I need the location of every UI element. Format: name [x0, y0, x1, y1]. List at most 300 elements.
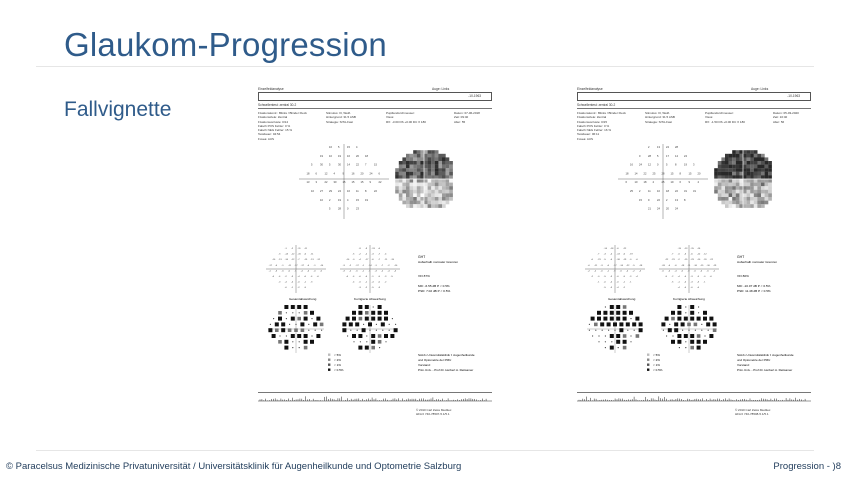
gray-cell	[438, 204, 442, 208]
threshold-value: 20	[360, 172, 364, 176]
deviation-value: -19	[629, 253, 633, 256]
gray-cell	[438, 183, 442, 187]
probability-symbol	[709, 317, 713, 321]
gray-cell	[413, 186, 417, 190]
probability-symbol	[639, 328, 643, 332]
gray-cell	[431, 168, 435, 172]
deviation-value: -2	[594, 270, 597, 273]
gray-cell	[431, 154, 435, 158]
threshold-value: 13	[306, 181, 310, 185]
deviation-value: -7	[381, 264, 384, 267]
gray-cell	[428, 161, 432, 165]
gray-cell	[732, 204, 736, 208]
probability-symbol	[299, 347, 300, 348]
probability-symbol	[629, 311, 633, 315]
deviation-value: -2	[349, 270, 352, 273]
probability-symbol	[376, 324, 377, 325]
deviation-value: -3	[384, 276, 387, 278]
deviation-value: -2	[349, 264, 352, 267]
gray-cell	[402, 179, 406, 183]
deviation-value: -1	[371, 276, 374, 278]
gray-cell	[747, 157, 751, 161]
gray-cell	[747, 175, 751, 179]
gray-cell	[743, 168, 747, 172]
gray-cell	[743, 154, 747, 158]
gray-cell	[743, 150, 747, 154]
probability-symbol	[371, 334, 375, 338]
gray-cell	[402, 161, 406, 165]
deviation-value: -13	[371, 248, 375, 250]
gray-cell	[732, 190, 736, 194]
gray-cell	[435, 190, 439, 194]
deviation-value: -18	[639, 264, 643, 267]
param: Fovea: AUS	[258, 136, 275, 141]
probability-symbol	[608, 330, 609, 331]
probability-symbol	[301, 328, 305, 332]
gray-cell	[721, 168, 725, 172]
param: Fixationskontr.: Blinks / Blinder Fleck	[258, 111, 307, 115]
gray-cell	[761, 157, 765, 161]
gray-cell	[395, 190, 399, 194]
gray-cell	[736, 150, 740, 154]
probability-symbol	[371, 346, 375, 350]
probability-symbol	[297, 334, 301, 338]
threshold-value: 19	[670, 181, 674, 185]
gray-cell	[725, 165, 729, 169]
probability-symbol	[614, 330, 615, 331]
deviation-value: -11	[288, 264, 291, 267]
gray-cell	[725, 172, 729, 176]
gray-cell	[435, 154, 439, 158]
deviation-value: -1	[703, 281, 706, 284]
gray-cell	[428, 204, 432, 208]
clinic-line: und Optometrie der PMU	[737, 358, 771, 362]
deviation-value: -19	[623, 259, 627, 262]
gray-cell	[406, 165, 410, 169]
gray-cell	[435, 186, 439, 190]
probability-symbol	[704, 335, 705, 336]
gray-cell	[765, 165, 769, 169]
gray-cell	[435, 150, 439, 154]
gray-cell	[402, 165, 406, 169]
threshold-value: 22	[324, 181, 328, 185]
md-value: MD: -10.07 dB P < 0.5%	[737, 284, 771, 288]
threshold-value: 18	[643, 181, 647, 185]
probability-symbol	[605, 335, 606, 336]
probability-symbol	[616, 317, 620, 321]
deviation-value: -0	[629, 259, 632, 262]
gray-cell	[750, 186, 754, 190]
gray-cell	[402, 201, 406, 205]
gray-cell	[442, 161, 446, 165]
gray-cell	[438, 190, 442, 194]
probability-symbol	[389, 324, 390, 325]
gray-cell	[747, 179, 751, 183]
gray-cell	[417, 157, 421, 161]
gray-cell	[406, 154, 410, 158]
gray-cell	[739, 179, 743, 183]
gray-cell	[732, 161, 736, 165]
gray-cell	[435, 157, 439, 161]
param-col-2	[326, 111, 356, 124]
gray-cell	[714, 183, 718, 187]
deviation-value: -6	[371, 259, 374, 262]
gray-cell	[768, 172, 772, 176]
deviation-value: -0	[610, 259, 613, 262]
gray-cell	[761, 201, 765, 205]
gray-cell	[736, 165, 740, 169]
gray-cell	[413, 193, 417, 197]
deviation-value: -1	[597, 281, 600, 284]
threshold-value: 16	[630, 163, 633, 167]
threshold-value: 19	[338, 198, 341, 202]
gray-cell	[399, 165, 403, 169]
gray-cell	[729, 183, 733, 187]
gray-cell	[406, 157, 410, 161]
gray-cell	[768, 179, 772, 183]
gray-cell	[431, 186, 435, 190]
probability-symbol	[299, 312, 300, 313]
deviation-value: -0	[690, 287, 693, 290]
gray-cell	[428, 183, 432, 187]
gray-cell	[446, 179, 450, 183]
probability-symbol	[355, 322, 359, 326]
gray-cell	[435, 175, 439, 179]
probability-symbol	[365, 311, 369, 315]
probability-symbol	[697, 334, 701, 338]
gray-cell	[765, 168, 769, 172]
threshold-value: 28	[661, 172, 665, 176]
deviation-value: -4	[300, 270, 303, 273]
gray-cell	[739, 190, 743, 194]
gray-cell	[424, 201, 428, 205]
gray-cell	[729, 201, 733, 205]
gray-cell	[732, 168, 736, 172]
threshold-value: 14	[675, 154, 678, 158]
gray-cell	[410, 183, 414, 187]
probability-symbol	[703, 317, 707, 321]
threshold-value: 11	[356, 190, 359, 193]
gray-cell	[754, 186, 758, 190]
deviation-value: -6	[304, 253, 306, 256]
param: Fixationsverluste: 0/15	[577, 119, 608, 124]
threshold-value: 3	[315, 181, 317, 185]
probability-symbol	[597, 311, 601, 315]
gray-cell	[750, 190, 754, 194]
gray-cell	[743, 204, 747, 208]
gray-cell	[718, 197, 722, 201]
ght-value: Außerhalb normaler Grenzen	[418, 260, 459, 264]
deviation-value: -3	[374, 270, 377, 273]
gray-cell	[765, 197, 769, 201]
probability-symbol	[284, 305, 288, 309]
gray-cell	[431, 190, 435, 194]
gray-cell	[402, 172, 406, 176]
threshold-value: 31	[693, 190, 696, 193]
probability-symbol	[363, 324, 364, 325]
deviation-value: -5	[632, 264, 635, 267]
gray-cell	[406, 175, 410, 179]
param: Strategie: SITA-Fast	[326, 119, 353, 124]
probability-symbol	[616, 311, 620, 315]
md-value: MD: -6.55 dB P < 0.5%	[418, 284, 450, 288]
deviation-value: -0	[304, 276, 306, 278]
grayscale-map	[711, 147, 775, 211]
total-probability-plot	[268, 305, 324, 353]
gray-cell	[410, 190, 414, 194]
gray-cell	[750, 201, 754, 205]
probability-symbol	[690, 340, 694, 344]
deviation-value: -15	[690, 248, 694, 250]
threshold-value: 23	[356, 207, 359, 211]
gray-cell	[399, 193, 403, 197]
probability-symbol	[292, 312, 293, 313]
deviation-value: -0	[709, 276, 712, 278]
gray-cell	[413, 157, 417, 161]
gray-cell	[732, 175, 736, 179]
gray-cell	[754, 165, 758, 169]
gray-cell	[743, 186, 747, 190]
probability-symbol	[610, 334, 614, 338]
gray-cell	[765, 179, 769, 183]
gray-cell	[750, 165, 754, 169]
gray-cell	[743, 157, 747, 161]
gray-cell	[732, 150, 736, 154]
deviation-value: -0	[352, 259, 355, 262]
footer-institution: © Paracelsus Medizinische Privatuniversität / Universitätsklinik für Augenheilkunde und Optometrie Salzburg	[6, 461, 462, 472]
probability-symbol	[311, 335, 312, 336]
gray-cell	[395, 179, 399, 183]
deviation-value: -0	[668, 264, 671, 267]
gray-cell	[765, 161, 769, 165]
deviation-value: -0	[703, 276, 706, 278]
deviation-value: -5	[681, 270, 683, 273]
gray-cell	[424, 179, 428, 183]
gray-cell	[446, 175, 450, 179]
report-type: Einzelfeldanalyse	[577, 87, 603, 91]
probability-symbol	[636, 334, 640, 338]
deviation-value: -5	[603, 287, 606, 290]
param-col-4	[773, 111, 799, 124]
probability-symbol	[378, 305, 382, 309]
gray-cell	[438, 197, 442, 201]
deviation-value: -5	[320, 270, 322, 273]
param-col-1	[258, 111, 307, 141]
deviation-value: -18	[610, 248, 614, 250]
legend-05: < 0.5%	[653, 368, 663, 372]
gray-cell	[399, 197, 403, 201]
gray-cell	[446, 183, 450, 187]
param: Stimulus: III, Weiß	[326, 111, 351, 115]
gray-cell	[714, 179, 718, 183]
gray-cell	[428, 201, 432, 205]
probability-symbol	[347, 335, 348, 336]
gray-cell	[718, 168, 722, 172]
gray-cell	[428, 165, 432, 169]
gray-cell	[750, 179, 754, 183]
gray-cell	[721, 179, 725, 183]
probability-symbol	[663, 330, 664, 331]
deviation-value: -13	[616, 253, 620, 256]
probability-symbol	[389, 330, 390, 331]
gray-cell	[428, 175, 432, 179]
gray-cell	[420, 193, 424, 197]
gray-cell	[442, 197, 446, 201]
deviation-value: -1	[291, 287, 294, 290]
gray-cell	[750, 150, 754, 154]
field-graphics	[575, 144, 813, 394]
probability-symbol	[627, 330, 628, 331]
gray-cell	[413, 154, 417, 158]
probability-symbol	[713, 328, 717, 332]
gray-cell	[410, 204, 414, 208]
probability-symbol	[382, 330, 383, 331]
probability-symbol	[368, 322, 372, 326]
gray-cell	[721, 161, 725, 165]
deviation-value: -5	[304, 287, 306, 290]
threshold-value: 14	[634, 172, 638, 176]
clinic-line: Prim.Univ. - Prof.Dr. Herbert A. Reitsamer	[737, 368, 793, 372]
gray-cell	[446, 161, 450, 165]
deviation-value: -4	[371, 281, 374, 284]
visual-field-report-2018	[256, 84, 494, 430]
threshold-value: 10	[657, 190, 660, 193]
deviation-value: -3	[600, 264, 603, 267]
threshold-value: 8	[365, 190, 367, 193]
deviation-value: -2	[677, 259, 680, 262]
gray-cell	[438, 175, 442, 179]
deviation-value: -4	[387, 270, 390, 273]
deviation-value: -5	[390, 276, 393, 278]
deviation-value: -4	[272, 276, 274, 278]
deviation-value: -12	[697, 253, 701, 256]
gray-cell	[406, 172, 410, 176]
probability-symbol	[671, 340, 675, 344]
probability-symbol	[295, 324, 296, 325]
gray-cell	[732, 186, 736, 190]
test-name: Schwellentest: zentral 30-2	[258, 103, 297, 107]
probability-symbol	[665, 317, 669, 321]
deviation-value: -0	[700, 270, 703, 273]
probability-symbol	[603, 317, 607, 321]
deviation-value: -4	[284, 281, 287, 284]
gray-cell	[449, 161, 453, 165]
gray-cell	[750, 157, 754, 161]
gray-cell	[402, 186, 406, 190]
deviation-value: -0	[278, 281, 281, 284]
gray-cell	[442, 168, 446, 172]
deviation-value: -3	[275, 270, 278, 273]
probability-symbol	[685, 312, 686, 313]
gray-cell	[410, 179, 414, 183]
gray-cell	[449, 193, 453, 197]
probability-symbol	[275, 328, 279, 332]
gray-cell	[754, 157, 758, 161]
gray-cell	[754, 201, 758, 205]
gray-cell	[718, 172, 722, 176]
deviation-value: -5	[371, 287, 374, 290]
deviation-value: -11	[297, 248, 301, 250]
gray-cell	[420, 204, 424, 208]
gray-cell	[420, 154, 424, 158]
total-deviation-values	[585, 245, 645, 293]
threshold-value: 5	[311, 163, 313, 167]
deviation-value: -4	[352, 276, 355, 278]
deviation-value: -6	[623, 253, 625, 256]
gray-cell	[438, 154, 442, 158]
deviation-value: -5	[706, 270, 709, 273]
deviation-value: -23	[597, 259, 601, 262]
probability-symbol	[371, 311, 375, 315]
gray-cell	[729, 154, 733, 158]
threshold-value: 19	[338, 154, 341, 158]
probability-symbol	[321, 330, 322, 331]
probability-symbol	[369, 330, 370, 331]
gray-cell	[761, 190, 765, 194]
deviation-value: -1	[268, 270, 271, 273]
deviation-value: -10	[346, 259, 350, 262]
gray-cell	[739, 168, 743, 172]
gray-cell	[729, 168, 733, 172]
probability-symbol	[270, 324, 271, 325]
gray-cell	[424, 197, 428, 201]
deviation-value: -0	[616, 281, 619, 284]
deviation-value: -2	[587, 270, 590, 273]
gray-cell	[718, 186, 722, 190]
patient-box	[258, 92, 492, 101]
probability-symbol	[304, 340, 308, 344]
gray-cell	[757, 175, 761, 179]
gray-cell	[420, 190, 424, 194]
gray-cell	[431, 193, 435, 197]
total-probability-plot	[587, 305, 643, 353]
gray-cell	[438, 186, 442, 190]
deviation-value: -0	[687, 270, 690, 273]
probability-symbol	[605, 306, 606, 307]
deviation-value: -2	[284, 276, 287, 278]
gray-cell	[417, 161, 421, 165]
probability-symbol	[690, 317, 694, 321]
gray-cell	[729, 193, 733, 197]
deviation-value: -2	[384, 281, 387, 284]
deviation-value: -15	[304, 259, 308, 262]
legend-symbols	[647, 354, 649, 371]
gray-cell	[765, 193, 769, 197]
gray-cell	[413, 179, 417, 183]
gray-cell	[736, 168, 740, 172]
deviation-value: -4	[639, 270, 641, 273]
gray-cell	[718, 190, 722, 194]
gray-cell	[743, 179, 747, 183]
legend-05: < 0.5%	[334, 368, 344, 372]
pattern-deviation-label: Korrigierte Abweichung	[673, 297, 705, 301]
threshold-value: 0	[657, 163, 659, 167]
test-name: Schwellentest: zentral 30-2	[577, 103, 616, 107]
gray-cell	[395, 172, 399, 176]
deviation-value: -3	[342, 264, 345, 267]
gray-cell	[399, 179, 403, 183]
param: Zeit: 09:40	[454, 115, 469, 120]
deviation-value: -18	[616, 259, 620, 262]
deviation-value: -3	[697, 276, 699, 278]
threshold-value: 18	[625, 172, 629, 176]
deviation-value: -11	[594, 264, 598, 267]
gray-cell	[417, 175, 421, 179]
deviation-value: -1	[284, 248, 287, 250]
legend-symbols	[328, 354, 330, 371]
gray-cell	[729, 175, 733, 179]
gray-cell	[729, 179, 733, 183]
